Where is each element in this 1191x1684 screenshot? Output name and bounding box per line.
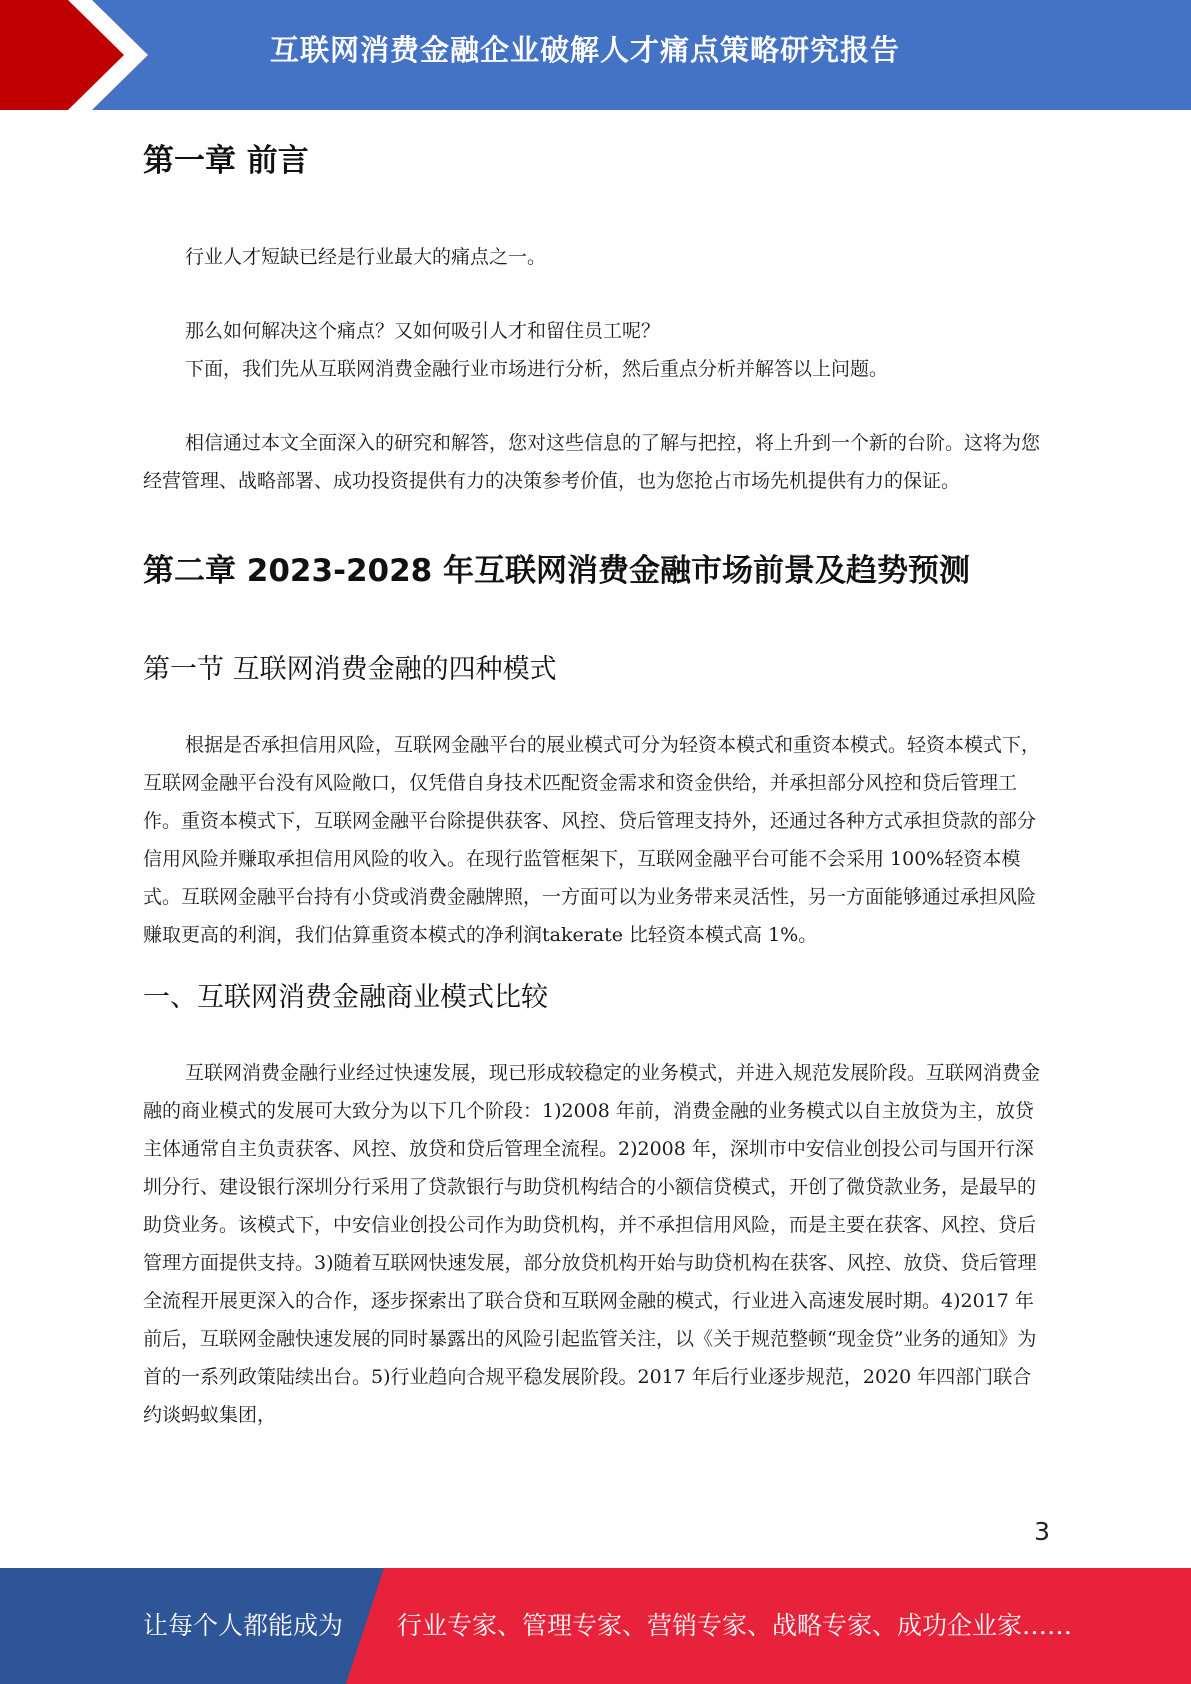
chapter1-paragraph: 行业人才短缺已经是行业最大的痛点之一。	[185, 246, 547, 268]
chapter1-paragraph: 那么如何解决这个痛点？又如何吸引人才和留住员工呢？	[185, 320, 661, 342]
section1-heading: 第一节 互联网消费金融的四种模式	[143, 654, 557, 685]
footer-slogan-right: 行业专家、管理专家、营销专家、战略专家、成功企业家……	[397, 1611, 1073, 1640]
header-banner	[0, 0, 1191, 110]
chapter1-heading: 第一章 前言	[143, 143, 309, 179]
page-number: 3	[1034, 1517, 1050, 1546]
footer-slogan-left: 让每个人都能成为	[143, 1611, 344, 1640]
subsection1-heading: 一、互联网消费金融商业模式比较	[143, 982, 548, 1013]
section1-paragraph: 根据是否承担信用风险，互联网金融平台的展业模式可分为轻资本模式和重资本模式。轻资本模式下，互联网金融平台没有风险敞口，仅凭借自身技术匹配资金需求和资金供给，并承担部分风控和贷后管理工作。重资本模式下，互联网金融平台除提供获客、风控、贷后管理支持外，还通过各种方式承担贷款的部分信用风险并赚取承担信用风险的收入。在现行监管框架下，互联网金融平台可能不会采用 100%轻资本模式。互联网金融平台持有小贷或消费金融牌照，一方面可以为业务带来灵活性，另一方面能够通过承担风险赚取更高的利润，我们估算重资本模式的净利润takerate 比轻资本模式高 1%。	[143, 734, 1041, 946]
chapter1-paragraph: 相信通过本文全面深入的研究和解答，您对这些信息的了解与把控，将上升到一个新的台阶。这将为您经营管理、战略部署、成功投资提供有力的决策参考价值，也为您抢占市场先机提供有力的保证。	[143, 432, 1041, 492]
page-content	[143, 136, 1048, 1434]
footer-banner	[0, 1568, 1191, 1684]
chapter1-paragraph: 下面，我们先从互联网消费金融行业市场进行分析，然后重点分析并解答以上问题。	[185, 358, 889, 380]
chapter2-heading: 第二章 2023-2028 年互联网消费金融市场前景及趋势预测	[143, 553, 971, 589]
subsection1-paragraph: 互联网消费金融行业经过快速发展，现已形成较稳定的业务模式，并进入规范发展阶段。互联网消费金融的商业模式的发展可大致分为以下几个阶段：1)2008 年前，消费金融的业务模式以自主放贷为主，放贷主体通常自主负责获客、风控、放贷和贷后管理全流程。2)2008 年，深圳市中安信业创投公司与国开行深圳分行、建设银行深圳分行采用了贷款银行与助贷机构结合的小额信贷模式，开创了微贷款业务，是最早的助贷业务。该模式下，中安信业创投公司作为助贷机构，并不承担信用风险，而是主要在获客、风控、贷后管理方面提供支持。3)随着互联网快速发展，部分放贷机构开始与助贷机构在获客、风控、放贷、贷后管理全流程开展更深入的合作，逐步探索出了联合贷和互联网金融的模式，行业进入高速发展时期。4)2017 年前后，互联网金融快速发展的同时暴露出的风险引起监管关注，以《关于规范整顿“现金贷”业务的通知》为首的一系列政策陆续出台。5)行业趋向合规平稳发展阶段。2017 年后行业逐步规范，2020 年四部门联合约谈蚂蚁集团，	[143, 1062, 1041, 1426]
report-title: 互联网消费金融企业破解人才痛点策略研究报告	[270, 33, 901, 67]
